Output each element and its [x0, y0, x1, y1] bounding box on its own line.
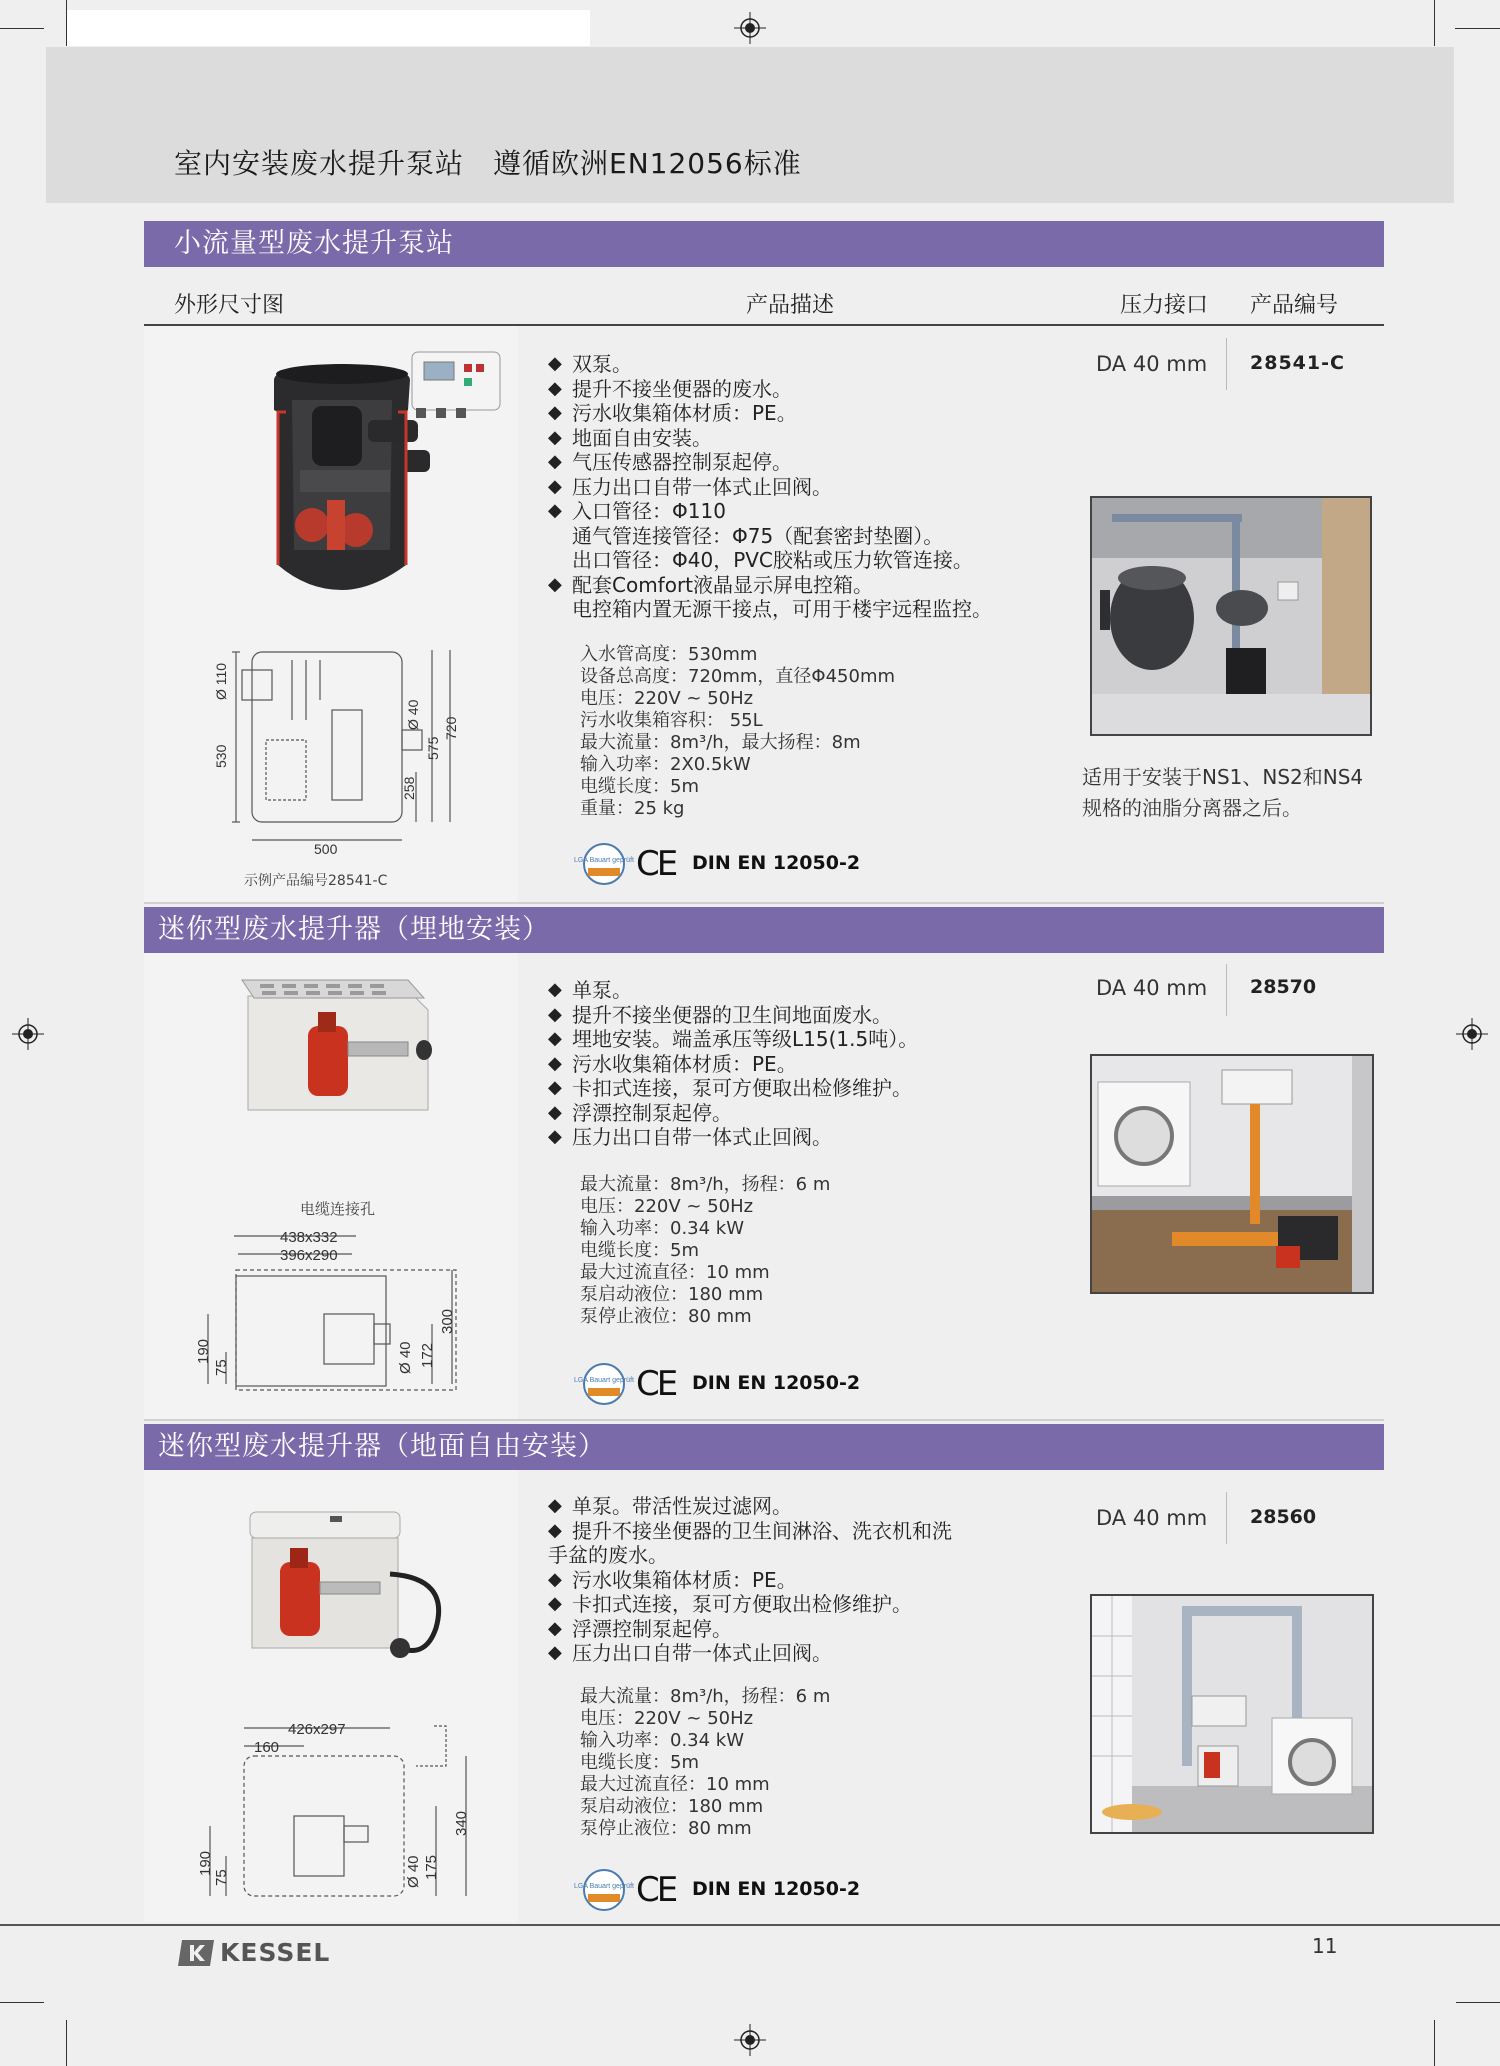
bullet-list-1	[548, 352, 992, 622]
pressure-connection: DA 40 mm	[1096, 1506, 1208, 1530]
dim-h575: 575	[425, 736, 441, 760]
spec-list-1	[580, 644, 895, 820]
dim-h300: 300	[439, 1308, 456, 1334]
section-separator	[144, 1419, 1384, 1421]
bullet-list-3	[548, 1494, 952, 1666]
col-header-dimension: 外形尺寸图	[174, 293, 285, 318]
spec-item: 泵停止液位：80 mm	[580, 1306, 752, 1327]
list-item: ◆ 污水收集箱体材质：PE。	[548, 1052, 918, 1077]
dim-h175: 175	[423, 1854, 440, 1880]
list-item: ◆ 双泵。	[548, 352, 992, 377]
product-code: 28560	[1250, 1506, 1317, 1528]
spec-item: 电缆长度：5m	[580, 1240, 699, 1261]
spec-item: 污水收集箱容积： 55L	[580, 710, 763, 731]
footer-rule	[0, 1924, 1500, 1926]
list-item: ◆ 污水收集箱体材质：PE。	[548, 1568, 952, 1593]
spec-item: 最大过流直径：10 mm	[580, 1262, 770, 1283]
ce-mark-icon: CE	[636, 1364, 676, 1404]
registration-mark-icon	[12, 1018, 44, 1050]
installation-photo-2	[1090, 1054, 1374, 1294]
list-item: ◆ 压力出口自带一体式止回阀。	[548, 1125, 918, 1150]
crop-mark	[1434, 2020, 1435, 2066]
dim-h75: 75	[213, 1869, 230, 1886]
col-header-code: 产品编号	[1250, 293, 1339, 318]
section-title-3: 迷你型废水提升器（地面自由安装）	[144, 1424, 1384, 1470]
list-item: ◆ 提升不接坐便器的卫生间地面废水。	[548, 1003, 918, 1028]
blank-label-box	[66, 10, 590, 46]
standard-label: DIN EN 12050-2	[692, 852, 861, 874]
dim-w1: 438x332	[280, 1229, 338, 1246]
list-item: ◆ 气压传感器控制泵起停。	[548, 450, 992, 475]
lga-seal-icon	[574, 1868, 634, 1912]
note-line: 适用于安装于NS1、NS2和NS4	[1082, 765, 1364, 789]
spec-list-2	[580, 1174, 830, 1328]
product-image-double-pump-station	[252, 350, 512, 610]
registration-mark-icon	[734, 2024, 766, 2056]
pressure-connection: DA 40 mm	[1096, 352, 1208, 376]
spec-item: 输入功率：0.34 kW	[580, 1218, 745, 1239]
section-separator	[144, 902, 1384, 904]
cable-hole-label: 电缆连接孔	[300, 1200, 376, 1218]
dim-h75: 75	[213, 1359, 230, 1376]
dim-h720: 720	[443, 716, 459, 740]
dim-h530: 530	[213, 744, 229, 768]
certification-row	[574, 1362, 862, 1406]
list-item: ◆ 入口管径：Φ110	[548, 499, 992, 524]
spec-item: 设备总高度：720mm，直径Φ450mm	[580, 666, 896, 687]
crop-mark	[1455, 28, 1500, 29]
lga-seal-icon	[574, 1362, 634, 1406]
list-item: ◆ 压力出口自带一体式止回阀。	[548, 475, 992, 500]
list-item-continuation: 通气管连接管径：Φ75（配套密封垫圈）。	[572, 523, 944, 548]
dimension-drawing-28541-c	[206, 640, 466, 860]
dim-h190: 190	[197, 1850, 214, 1876]
dimension-drawing-28560	[194, 1716, 484, 1906]
installation-photo-1	[1090, 496, 1372, 736]
column-divider	[1226, 1492, 1227, 1544]
note-line: 规格的油脂分离器之后。	[1082, 796, 1302, 820]
section-title-1: 小流量型废水提升泵站	[144, 221, 1384, 267]
page-number: 11	[1312, 1934, 1338, 1958]
certification-row	[574, 842, 862, 886]
kessel-logo-icon	[178, 1940, 214, 1966]
spec-item: 泵停止液位：80 mm	[580, 1818, 752, 1839]
product-code: 28570	[1250, 976, 1317, 998]
ce-mark-icon: CE	[636, 844, 676, 884]
drawing-caption: 示例产品编号28541-C	[244, 873, 388, 889]
section-title-2: 迷你型废水提升器（埋地安装）	[144, 907, 1384, 953]
dim-h340: 340	[453, 1810, 470, 1836]
crop-mark	[66, 0, 67, 46]
dim-w500: 500	[314, 841, 338, 857]
certification-row	[574, 1868, 862, 1912]
page-title: 室内安装废水提升泵站 遵循欧洲EN12056标准	[174, 147, 802, 180]
list-item: ◆ 提升不接坐便器的废水。	[548, 377, 992, 402]
spec-item: 电压：220V ~ 50Hz	[580, 1708, 754, 1729]
dimension-drawing-28570	[194, 1224, 474, 1394]
pressure-connection: DA 40 mm	[1096, 976, 1208, 1000]
crop-mark	[0, 2002, 44, 2003]
spec-item: 电缆长度：5m	[580, 1752, 699, 1773]
product-image-underfloor-lifter	[238, 976, 438, 1116]
column-divider	[1226, 338, 1227, 390]
spec-item: 泵启动液位：180 mm	[580, 1284, 764, 1305]
list-item: ◆ 浮漂控制泵起停。	[548, 1617, 952, 1642]
application-note	[1082, 762, 1363, 824]
list-item: ◆ 浮漂控制泵起停。	[548, 1101, 918, 1126]
list-item: ◆ 污水收集箱体材质：PE。	[548, 401, 992, 426]
bullet-list-2	[548, 978, 918, 1150]
dim-w1: 426x297	[288, 1721, 346, 1738]
svg-text:LGA Bauart geprüft: LGA Bauart geprüft	[574, 1377, 634, 1384]
dim-h190: 190	[195, 1338, 212, 1364]
dim-h258: 258	[401, 776, 417, 800]
spec-item: 电压：220V ~ 50Hz	[580, 1196, 754, 1217]
list-item: ◆ 压力出口自带一体式止回阀。	[548, 1641, 952, 1666]
dim-w160: 160	[254, 1739, 280, 1756]
svg-text:LGA Bauart geprüft: LGA Bauart geprüft	[574, 1883, 634, 1890]
crop-mark	[0, 28, 44, 29]
spec-item: 泵启动液位：180 mm	[580, 1796, 764, 1817]
spec-item: 入水管高度：530mm	[580, 644, 758, 665]
standard-label: DIN EN 12050-2	[692, 1878, 861, 1900]
brand-name: KESSEL	[220, 1938, 331, 1967]
dim-d110: Ø 110	[213, 662, 229, 700]
crop-mark	[66, 2020, 67, 2066]
spec-item: 最大流量：8m³/h，最大扬程：8m	[580, 732, 861, 753]
list-item-continuation: 电控箱内置无源干接点，可用于楼宇远程监控。	[572, 597, 992, 621]
spec-item: 最大流量：8m³/h，扬程：6 m	[580, 1686, 831, 1707]
spec-item: 电缆长度：5m	[580, 776, 699, 797]
svg-text:LGA Bauart geprüft: LGA Bauart geprüft	[574, 857, 634, 864]
spec-item: 输入功率：0.34 kW	[580, 1730, 745, 1751]
registration-mark-icon	[1456, 1018, 1488, 1050]
list-item: ◆ 提升不接坐便器的卫生间淋浴、洗衣机和洗	[548, 1519, 952, 1544]
list-item: ◆ 单泵。	[548, 978, 918, 1003]
list-item-continuation: 出口管径：Φ40，PVC胶粘或压力软管连接。	[572, 548, 973, 572]
crop-mark	[1456, 2002, 1500, 2003]
product-image-floor-lifter	[240, 1508, 460, 1668]
product-code: 28541-C	[1250, 352, 1345, 374]
list-item: ◆ 单泵。带活性炭过滤网。	[548, 1494, 952, 1519]
spec-item: 最大过流直径：10 mm	[580, 1774, 770, 1795]
list-item: ◆ 埋地安装。端盖承压等级L15(1.5吨）。	[548, 1027, 918, 1052]
spec-item: 重量：25 kg	[580, 798, 685, 819]
dim-h172: 172	[419, 1342, 436, 1368]
list-item: ◆ 卡扣式连接，泵可方便取出检修维护。	[548, 1076, 918, 1101]
list-item-continuation: 手盆的废水。	[548, 1543, 668, 1567]
lga-seal-icon	[574, 842, 634, 886]
list-item: ◆ 卡扣式连接，泵可方便取出检修维护。	[548, 1592, 952, 1617]
column-divider	[1226, 964, 1227, 1016]
spec-item: 电压：220V ~ 50Hz	[580, 688, 754, 709]
standard-label: DIN EN 12050-2	[692, 1372, 861, 1394]
list-item: ◆ 地面自由安装。	[548, 426, 992, 451]
ce-mark-icon: CE	[636, 1870, 676, 1910]
dim-d40: Ø 40	[397, 1341, 414, 1374]
crop-mark	[1434, 0, 1435, 46]
list-item: ◆ 配套Comfort液晶显示屏电控箱。	[548, 573, 992, 598]
spec-item: 输入功率：2X0.5kW	[580, 754, 751, 775]
col-header-description: 产品描述	[746, 293, 835, 318]
registration-mark-icon	[734, 12, 766, 44]
installation-photo-3	[1090, 1594, 1374, 1834]
dim-d40: Ø 40	[405, 1855, 422, 1888]
dim-w2: 396x290	[280, 1247, 338, 1264]
spec-list-3	[580, 1686, 830, 1840]
spec-item: 最大流量：8m³/h，扬程：6 m	[580, 1174, 831, 1195]
col-header-pressure: 压力接口	[1120, 293, 1209, 318]
dim-d40: Ø 40	[405, 699, 421, 730]
